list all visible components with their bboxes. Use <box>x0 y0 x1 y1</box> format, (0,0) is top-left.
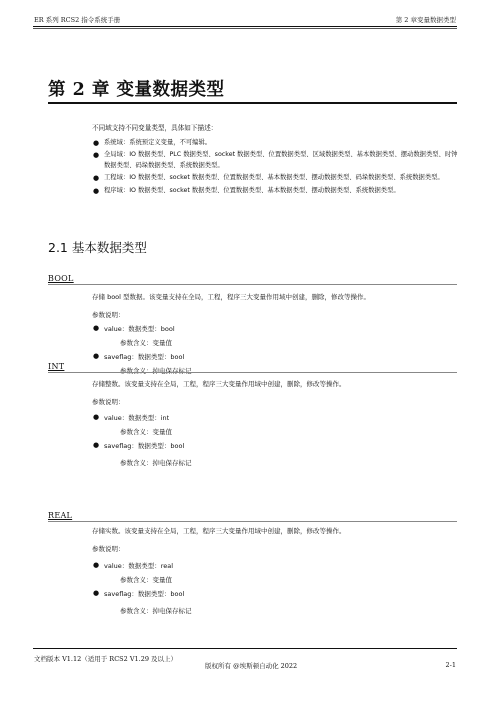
footer-rule <box>33 648 457 649</box>
intro-text: 不同域支持不同变量类型，具体如下描述： <box>92 124 218 132</box>
bullet-icon: ● <box>93 324 100 332</box>
param-meaning: 参数含义：掉电保存标记 <box>120 367 192 375</box>
param-meaning: 参数含义：变量值 <box>120 428 172 436</box>
type-description: 存储整数。该变量支持在全局，工程，程序三大变量作用域中创建，删除，修改等操作。 <box>92 380 346 388</box>
section-title: 2.1 基本数据类型 <box>48 240 147 255</box>
bullet-icon: ● <box>93 441 100 449</box>
header-chapter-name: 第 2 章变量数据类型 <box>395 16 456 24</box>
param-meaning: 参数含义：变量值 <box>120 576 172 584</box>
type-description: 存储 bool 型数据。该变量支持在全局，工程，程序三大变量作用域中创建，删除，修改等操作。 <box>92 293 371 301</box>
header-doc-title: ER 系列 RCS2 指令系统手册 <box>34 16 121 24</box>
bullet-icon: ● <box>93 561 100 569</box>
scope-item-global: ● 全局域：IO 数据类型、PLC 数据类型、socket 数据类型、位置数据类型、区域数据类型、基本数据类型、摆动数据类型、时钟数据类型、码垛数据类型、系统数据类型。 <box>93 151 458 170</box>
type-rule <box>48 521 457 522</box>
scope-item-system: ● 系统域：系统预定义变量，不可编辑。 <box>93 139 212 147</box>
header-rule-thin <box>33 28 457 29</box>
footer-copyright: 版权所有 @埃斯顿自动化 2022 <box>205 662 298 670</box>
param-meaning: 参数含义：掉电保存标记 <box>120 607 192 615</box>
type-heading-real: REAL <box>48 511 73 520</box>
params-label: 参数说明： <box>92 545 125 553</box>
param-item: value：数据类型：bool <box>104 325 175 333</box>
type-rule <box>48 372 457 373</box>
bullet-icon: ● <box>93 589 100 597</box>
scope-item-project: ● 工程域：IO 数据类型、socket 数据类型、位置数据类型、基本数据类型、摆动数据类型、码垛数据类型、系统数据类型。 <box>93 174 444 183</box>
header-rule <box>33 26 457 27</box>
chapter-rule <box>48 102 457 104</box>
bullet-icon: ● <box>93 139 100 147</box>
bullet-icon: ● <box>93 413 100 421</box>
bullet-icon: ● <box>93 186 100 195</box>
params-label: 参数说明： <box>92 398 125 406</box>
param-meaning: 参数含义：变量值 <box>120 339 172 347</box>
param-item: value：数据类型：int <box>104 414 170 422</box>
bullet-icon: ● <box>93 151 100 160</box>
type-description: 存储实数。该变量支持在全局，工程，程序三大变量作用域中创建，删除，修改等操作。 <box>92 527 346 535</box>
param-meaning: 参数含义：掉电保存标记 <box>120 459 192 467</box>
param-item: saveflag：数据类型：bool <box>104 590 185 598</box>
scope-item-program: ● 程序域：IO 数据类型、socket 数据类型、位置数据类型、基本数据类型、摆动数据类型、系统数据类型。 <box>93 186 400 195</box>
params-label: 参数说明： <box>92 311 125 319</box>
type-heading-bool: BOOL <box>48 274 74 283</box>
chapter-title: 第 2 章 变量数据类型 <box>48 80 225 100</box>
param-item: value：数据类型：real <box>104 562 174 570</box>
param-item: saveflag：数据类型：bool <box>104 353 185 361</box>
type-heading-int: INT <box>48 362 65 371</box>
type-rule <box>48 284 457 285</box>
param-item: saveflag：数据类型：bool <box>104 442 185 450</box>
bullet-icon: ● <box>93 174 100 183</box>
scope-list <box>92 138 462 198</box>
footer-page-number: 2-1 <box>445 661 456 669</box>
bullet-icon: ● <box>93 352 100 360</box>
footer-doc-version: 文档版本 V1.12（适用于 RCS2 V1.29 及以上） <box>34 655 178 663</box>
